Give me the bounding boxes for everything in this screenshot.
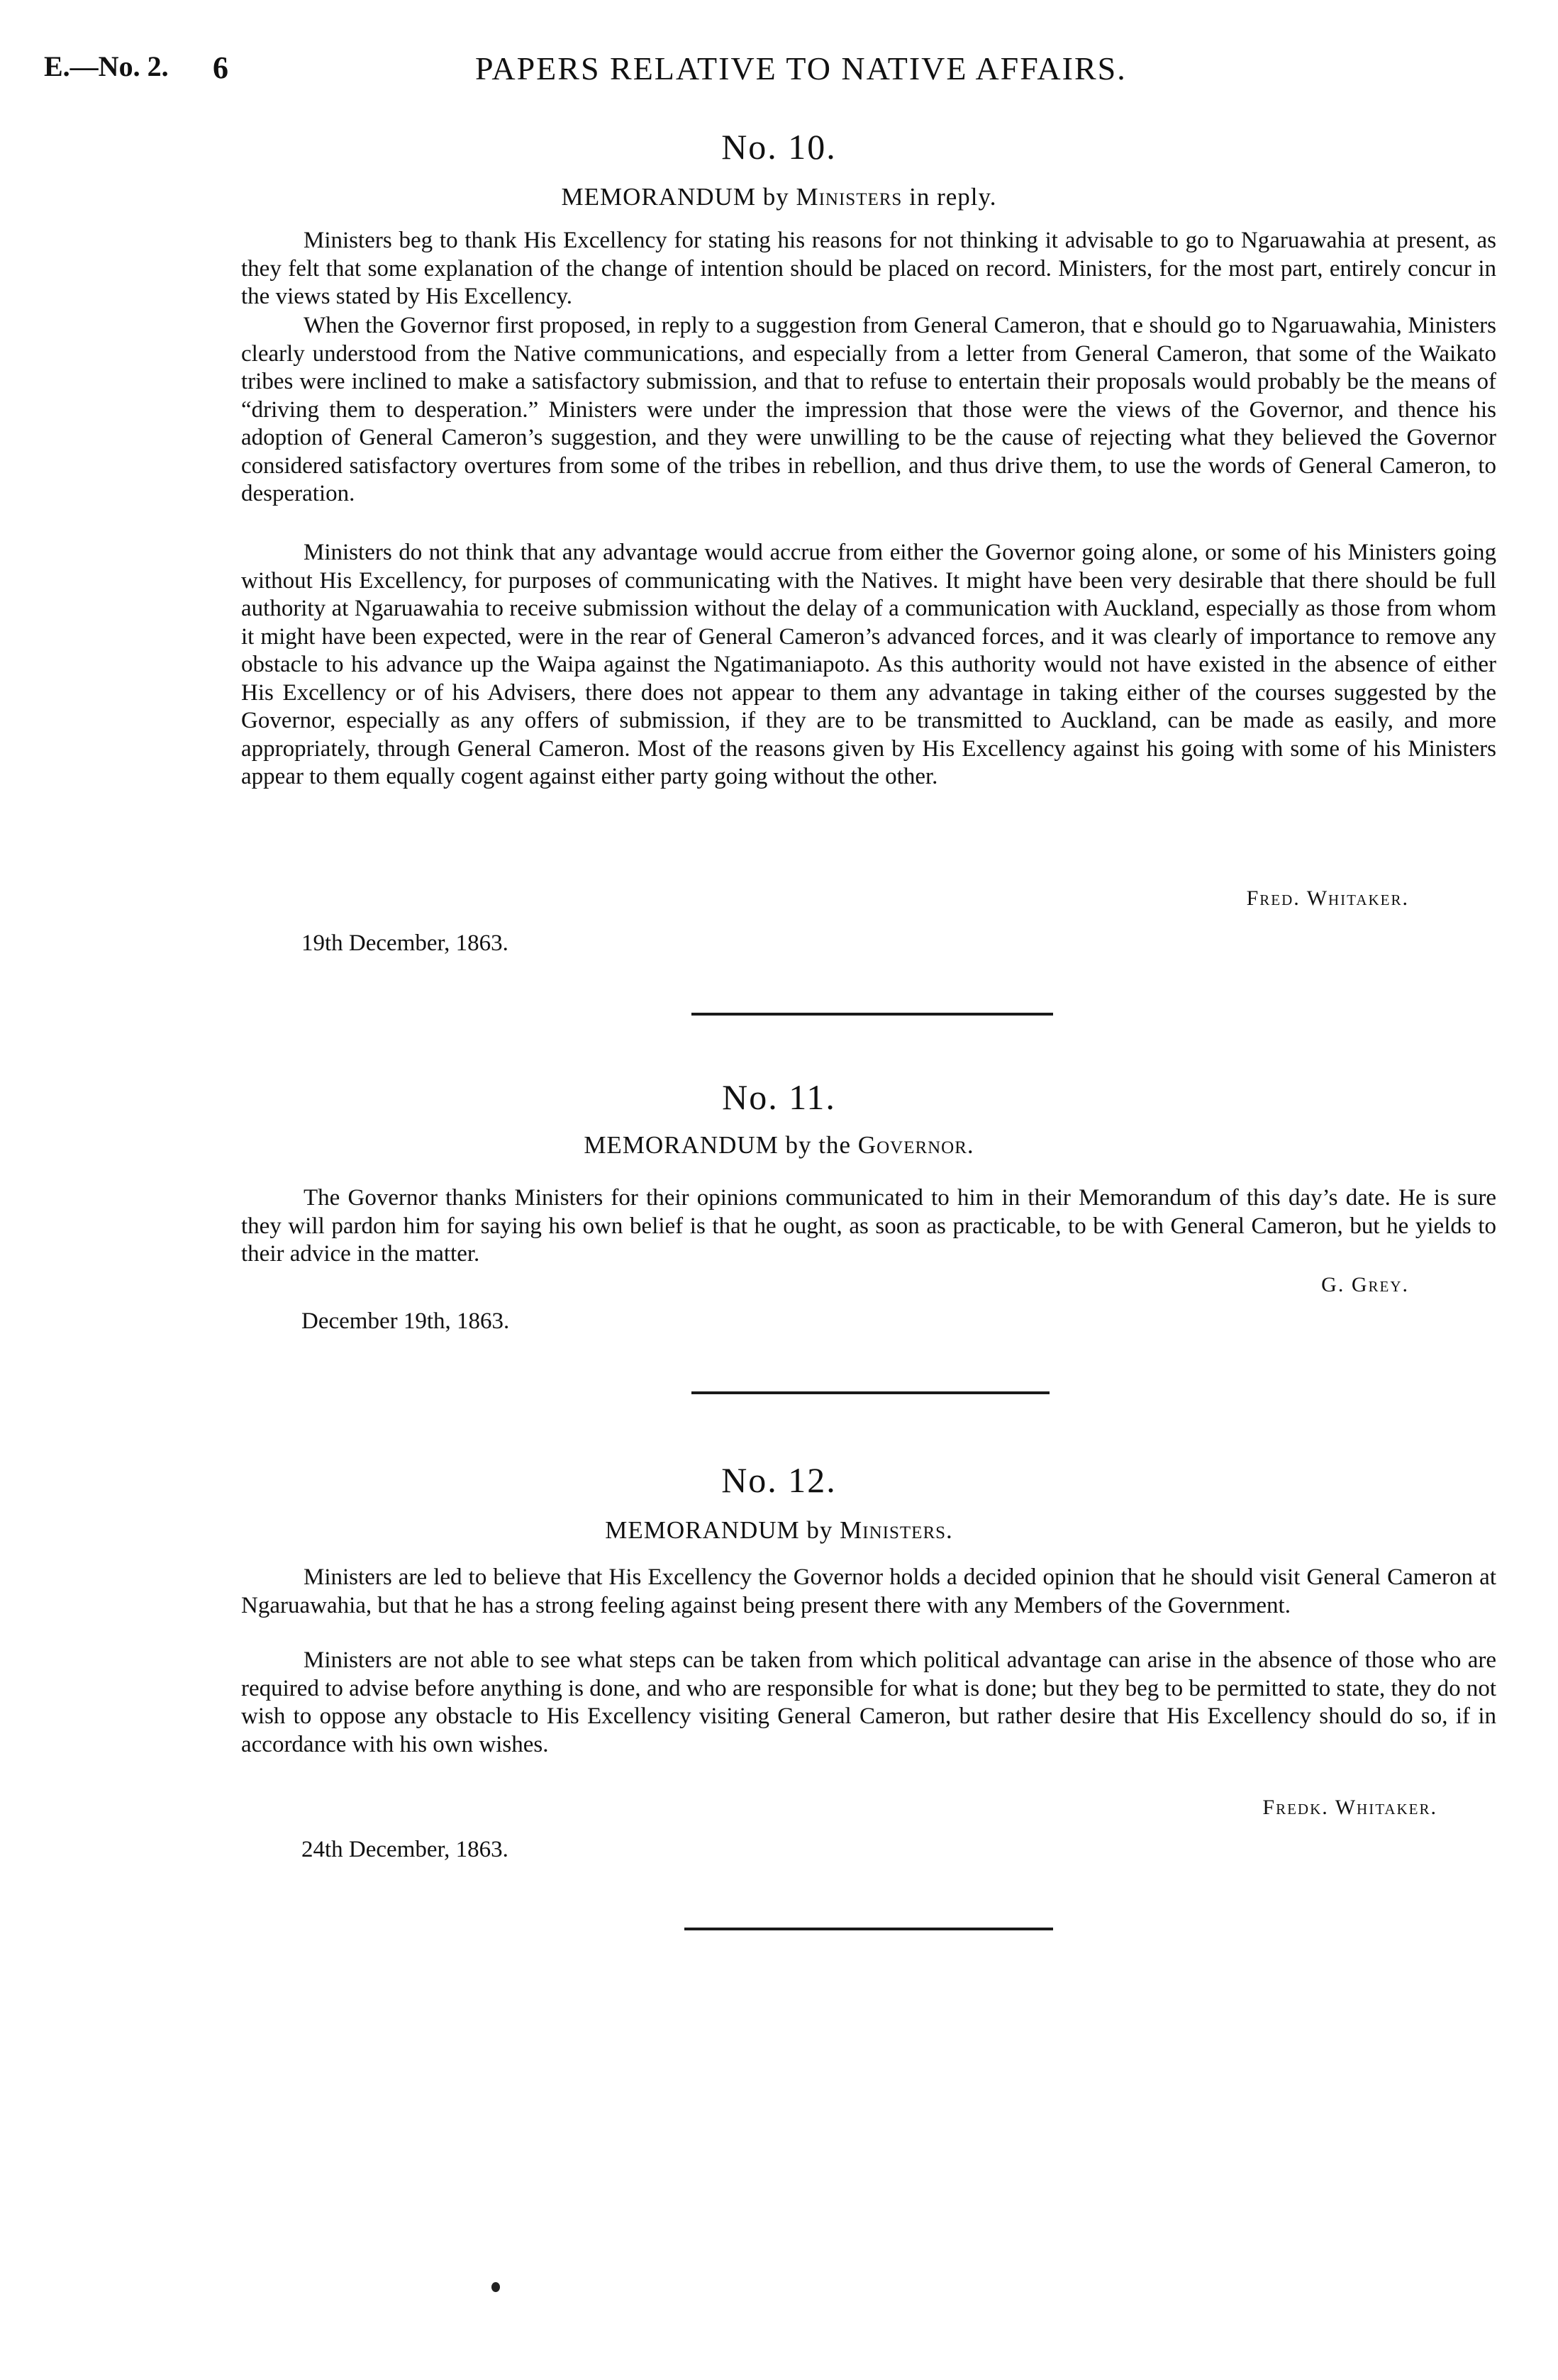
paragraph-10-1: Ministers beg to thank His Excellency for stating his reasons for not thinking it advisable to go to Ngaruawahia at present, as they felt that some explanation of the change of intention should be placed on record. Ministers, for the most part, entirely concur in the views stated by His Excellency. (241, 228, 1496, 309)
paragraph-12-2: Ministers are not able to see what steps can be taken from which political advantage can arise in the absence of those who are required to advise before anything is done, and who are responsible for what is done; but they beg to be permitted to state, they do not wish to oppose any obstacle to His Excellency visiting General Cameron, but rather desire that His Excellency should do so, if in accordance with his own wishes. (241, 1647, 1496, 1757)
paragraph-11-1: The Governor thanks Ministers for their opinions communicated to him in their Memorandum of this day’s date. He is sure they will pardon him for saying his own belief is that he ought, as soon as practicable, to be with General Cameron, but he yields to their advice in the matter. (241, 1185, 1496, 1267)
doc-number-10: No. 10. (721, 127, 837, 167)
date-11: December 19th, 1863. (301, 1308, 510, 1334)
paragraph-10-3: Ministers do not think that any advantage would accrue from either the Governor going alone, or some of his Ministers going without His Excellency, for purposes of communicating with the Natives. It might have been very desirable that there should be full authority at Ngaruawahia to receive submission without the delay of a communication with Auckland, especially as those from whom it might have been expected, were in the rear of General Cameron’s advanced forces, and it was clearly of importance to remove any obstacle to his advance up the Waipa against the Ngatimaniapoto. As this authority would not have existed in the absence of either His Excellency or of his Advisers, there does not appear to them any advantage in taking either of the courses suggested by the Governor, especially as any offers of submission, if they are to be transmitted to Auckland, can be made as easily, and more appropriately, through General Cameron. Most of the reasons given by His Excellency against his going with some of his Ministers appear to them equally cogent against either party going without the other. (241, 540, 1496, 789)
series-reference: E.—No. 2. (44, 50, 169, 82)
doc-heading-10: MEMORANDUM by Ministers in reply. (561, 183, 997, 211)
section-divider (691, 1013, 1053, 1016)
page-number: 6 (213, 50, 228, 85)
heading-author: Governor. (857, 1131, 974, 1159)
ink-speck (491, 2282, 500, 2292)
paragraph-12-1: Ministers are led to believe that His Excellency the Governor holds a decided opinion that he should visit General Cameron at Ngaruawahia, but that he has a strong feeling against being present there with any Members of the Government. (241, 1564, 1496, 1618)
doc-heading-12: MEMORANDUM by Ministers. (605, 1516, 953, 1544)
heading-author: Ministers (796, 183, 903, 211)
signature-12: Fredk. Whitaker. (1262, 1796, 1437, 1819)
heading-author: Ministers. (840, 1516, 953, 1544)
running-title: PAPERS RELATIVE TO NATIVE AFFAIRS. (475, 50, 1127, 87)
doc-number-11: No. 11. (722, 1077, 836, 1117)
paragraph-10-2: When the Governor first proposed, in reply to a suggestion from General Cameron, that e should go to Ngaruawahia, Ministers clearly understood from the Native communications, and especially from a letter from General Cameron, that some of the Waikato tribes were inclined to make a satisfactory submission, and that to refuse to entertain their proposals would probably be the means of “driving them to desperation.” Ministers were under the impression that those were the views of the Governor, and thence his adoption of General Cameron’s suggestion, and they were unwilling to be the cause of rejecting what they believed the Governor considered satisfactory overtures from some of the tribes in rebellion, and thus drive them, to use the words of General Cameron, to desperation. (241, 313, 1496, 506)
date-10: 19th December, 1863. (301, 930, 508, 956)
section-divider (684, 1928, 1053, 1930)
doc-heading-11: MEMORANDUM by the Governor. (584, 1131, 974, 1159)
section-divider (691, 1391, 1050, 1394)
signature-10: Fred. Whitaker. (1246, 886, 1409, 910)
date-12: 24th December, 1863. (301, 1837, 508, 1862)
page-header (0, 50, 1558, 92)
doc-number-12: No. 12. (721, 1460, 837, 1500)
signature-11: G. Grey. (1321, 1273, 1409, 1296)
